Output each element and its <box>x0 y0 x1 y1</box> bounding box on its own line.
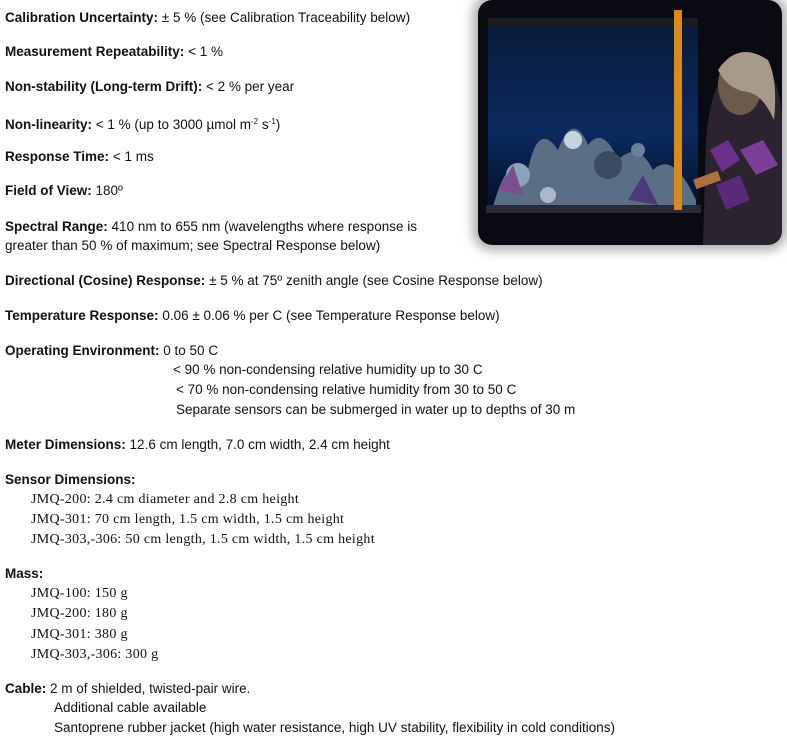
spec-meter-dims <box>5 436 390 454</box>
spec-label: Spectral Range: <box>5 219 108 234</box>
spec-value: < 1 ms <box>112 149 154 164</box>
spec-value: 180º <box>95 183 123 198</box>
spec-label: Cable: <box>5 681 47 696</box>
spec-calibration <box>5 9 410 27</box>
spec-value: 410 nm to 655 nm (wavelengths where response is <box>111 219 417 234</box>
spec-response-time <box>5 148 154 166</box>
spec-value: 0 to 50 C <box>163 343 219 358</box>
aquarium-photo-icon <box>478 0 782 245</box>
sensor-dims-line: JMQ-303,-306: 50 cm length, 1.5 cm width, 1.5 cm height <box>31 532 375 547</box>
spec-nonlinearity <box>5 113 280 134</box>
env-line: < 70 % non-condensing relative humidity from 30 to 50 C <box>176 382 517 397</box>
spec-spectral-cont: greater than 50 % of maximum; see Spectral Response below) <box>5 238 381 253</box>
spec-value: s <box>258 117 269 132</box>
spec-mass <box>5 565 43 583</box>
superscript: -1 <box>268 117 276 126</box>
sensor-dims-line: JMQ-200: 2.4 cm diameter and 2.8 cm height <box>31 492 300 507</box>
superscript: -2 <box>251 117 259 126</box>
spec-cable <box>5 680 250 698</box>
spec-temperature <box>5 307 500 325</box>
spec-label: Measurement Repeatability: <box>5 44 185 59</box>
spec-value: ± 5 % (see Calibration Traceability below) <box>161 10 411 25</box>
env-line: Separate sensors can be submerged in water up to depths of 30 m <box>176 402 576 417</box>
spec-drift <box>5 78 294 96</box>
cable-line: Additional cable available <box>54 700 207 715</box>
env-line: < 90 % non-condensing relative humidity up to 30 C <box>173 362 483 377</box>
spec-label: Directional (Cosine) Response: <box>5 273 206 288</box>
spec-value: < 1 % (up to 3000 µmol m <box>95 117 252 132</box>
spec-value: < 2 % per year <box>206 79 295 94</box>
spec-value: ) <box>275 117 281 132</box>
spec-label: Response Time: <box>5 149 110 164</box>
spec-label: Temperature Response: <box>5 308 159 323</box>
spec-label: Operating Environment: <box>5 343 160 358</box>
sensor-dims-line: JMQ-301: 70 cm length, 1.5 cm width, 1.5 cm height <box>31 512 345 527</box>
spec-value: < 1 % <box>188 44 223 59</box>
spec-value: 0.06 ± 0.06 % per C (see Temperature Response below) <box>162 308 500 323</box>
cable-line: Santoprene rubber jacket (high water resistance, high UV stability, flexibility in cold conditions) <box>54 720 616 735</box>
spec-label: Non-stability (Long-term Drift): <box>5 79 203 94</box>
spec-spectral <box>5 218 417 236</box>
spec-label: Field of View: <box>5 183 92 198</box>
spec-label: Sensor Dimensions: <box>5 472 136 487</box>
spec-value: 12.6 cm length, 7.0 cm width, 2.4 cm height <box>129 437 390 452</box>
spec-label: Meter Dimensions: <box>5 437 126 452</box>
mass-line: JMQ-303,-306: 300 g <box>31 647 159 662</box>
spec-value: ± 5 % at 75º zenith angle (see Cosine Response below) <box>209 273 543 288</box>
mass-line: JMQ-200: 180 g <box>31 606 128 621</box>
spec-cosine <box>5 272 543 290</box>
spec-label: Non-linearity: <box>5 117 93 132</box>
spec-label: Calibration Uncertainty: <box>5 10 159 25</box>
mass-line: JMQ-301: 380 g <box>31 627 128 642</box>
spec-environment <box>5 342 218 360</box>
aquarium-photo <box>478 0 782 245</box>
mass-line: JMQ-100: 150 g <box>31 586 128 601</box>
spec-repeatability <box>5 43 223 61</box>
spec-fov <box>5 182 123 200</box>
spec-value: 2 m of shielded, twisted-pair wire. <box>50 681 251 696</box>
spec-sensor-dims <box>5 471 136 489</box>
spec-label: Mass: <box>5 566 44 581</box>
